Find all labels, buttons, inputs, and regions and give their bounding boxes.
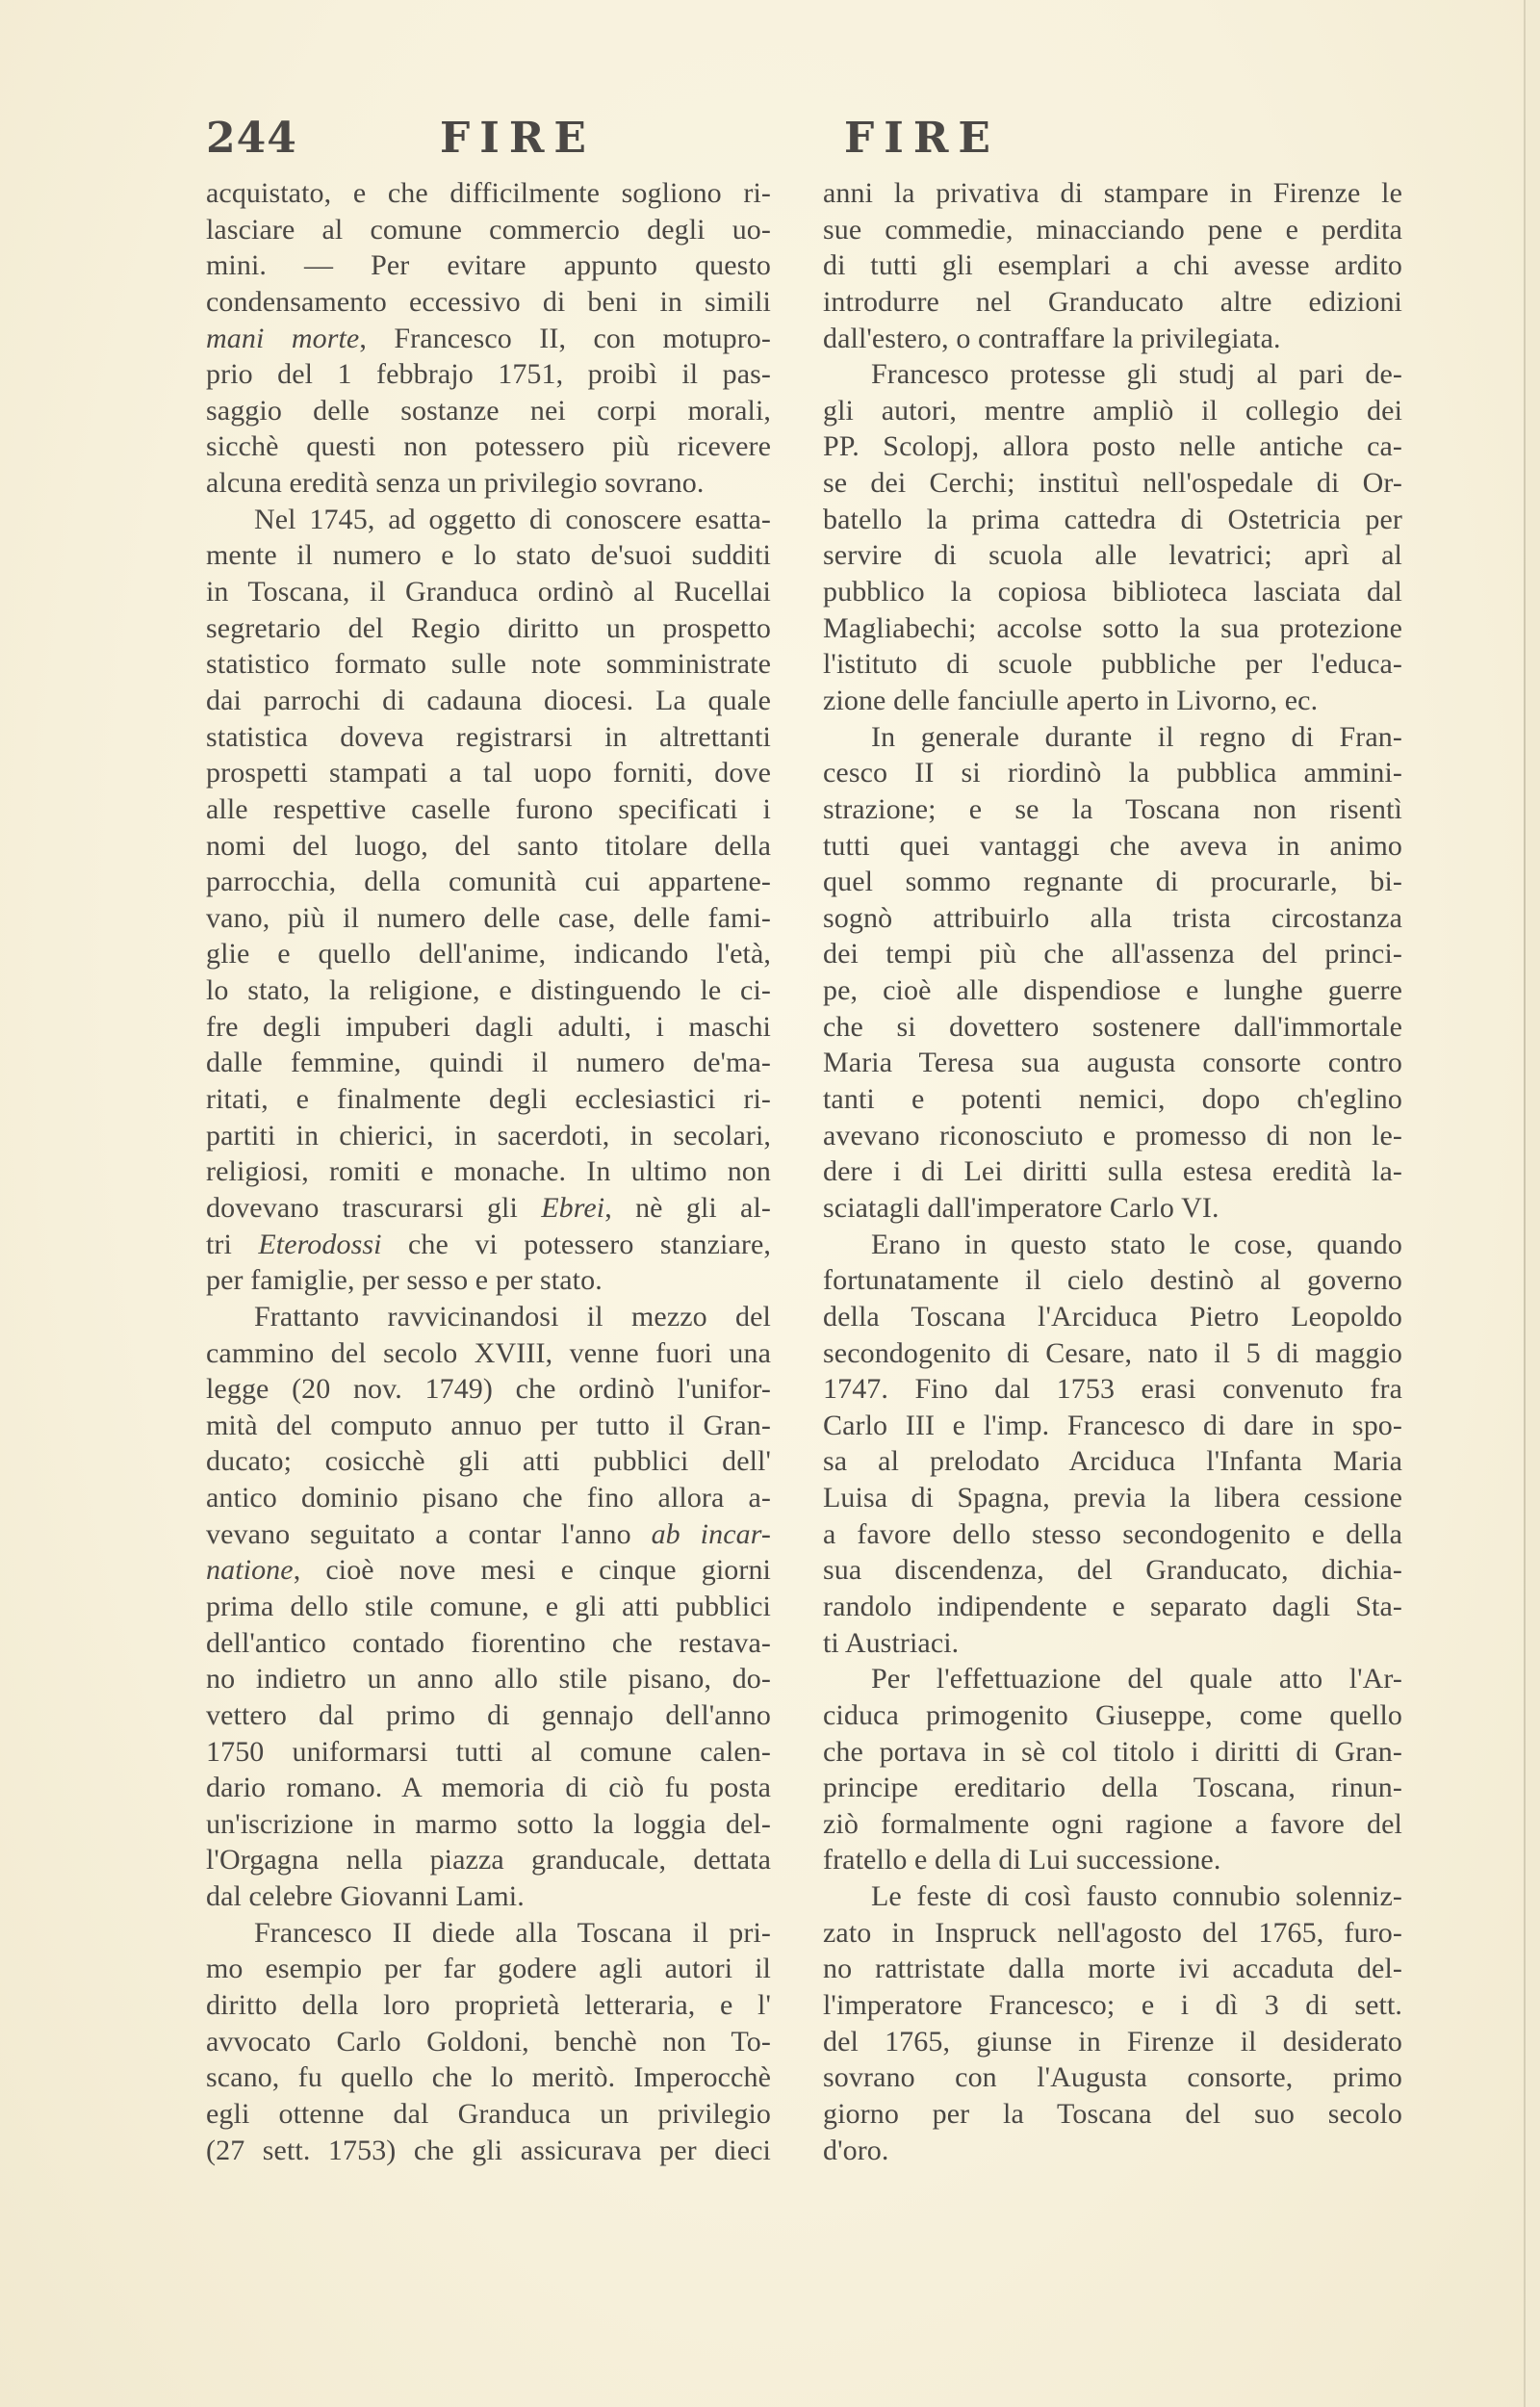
text-line: ritati, e finalmente degli ecclesiastici ri- bbox=[206, 1083, 771, 1116]
text-line: sue commedie, minacciando pene e perdita bbox=[823, 213, 1402, 246]
text-line: cammino del secolo XVIII, venne fuori una bbox=[206, 1336, 771, 1369]
text-line: Frattanto ravvicinandosi il mezzo del bbox=[254, 1300, 771, 1333]
text-line bbox=[206, 1552, 771, 1589]
text-line: di tutti gli esemplari a chi avesse ardito bbox=[823, 249, 1402, 282]
text-line: della Toscana l'Arciduca Pietro Leopoldo bbox=[823, 1300, 1402, 1333]
text-line: l'Orgagna nella piazza granducale, dettata bbox=[206, 1844, 771, 1876]
text-line: antico dominio pisano che fino allora a- bbox=[206, 1482, 771, 1514]
text-line: batello la prima cattedra di Ostetricia per bbox=[823, 503, 1402, 535]
text-line: sciatagli dall'imperatore Carlo VI. bbox=[823, 1191, 1219, 1224]
italic-text: Ebrei bbox=[541, 1191, 605, 1224]
text-line: dal celebre Giovanni Lami. bbox=[206, 1880, 525, 1913]
text-line: sovrano con l'Augusta consorte, primo bbox=[823, 2061, 1402, 2094]
text-line: sa al prelodato Arciduca l'Infanta Maria bbox=[823, 1445, 1402, 1478]
text-line: cesco II si riordinò la pubblica ammini- bbox=[823, 757, 1402, 789]
page-edge-shadow bbox=[1526, 0, 1540, 2407]
text-line: del 1765, giunse in Firenze il desiderato bbox=[823, 2025, 1402, 2058]
page-header bbox=[206, 114, 1404, 168]
text-line: nomi del luogo, del santo titolare della bbox=[206, 829, 771, 862]
page-number: 244 bbox=[206, 114, 297, 163]
text-line: dei tempi più che all'assenza del princi- bbox=[823, 938, 1402, 971]
text-line: Luisa di Spagna, previa la libera cessione bbox=[823, 1482, 1402, 1514]
text-line: tutti quei vantaggi che aveva in animo bbox=[823, 829, 1402, 862]
text-line: tanti e potenti nemici, dopo ch'eglino bbox=[823, 1083, 1402, 1116]
text-line: alcuna eredità senza un privilegio sovrano. bbox=[206, 467, 705, 500]
text-line: Per l'effettuazione del quale atto l'Ar- bbox=[871, 1663, 1402, 1695]
text-line: egli ottenne dal Granduca un privilegio bbox=[206, 2097, 771, 2130]
text-line: prio del 1 febbrajo 1751, proibì il pas- bbox=[206, 358, 771, 391]
text-line: introdurre nel Granducato altre edizioni bbox=[823, 285, 1402, 318]
text-line: lo stato, la religione, e distinguendo le ci- bbox=[206, 974, 771, 1007]
text-line: segretario del Regio diritto un prospetto bbox=[206, 611, 771, 644]
text-line: avevano riconosciuto e promesso di non le- bbox=[823, 1119, 1402, 1152]
text-line: prima dello stile comune, e gli atti pubblici bbox=[206, 1590, 771, 1622]
text-line: glie e quello dell'anime, indicando l'età, bbox=[206, 938, 771, 971]
text-line: saggio delle sostanze nei corpi morali, bbox=[206, 394, 771, 427]
page-edge-line bbox=[1524, 0, 1526, 2407]
text-line: pe, cioè alle dispendiose e lunghe guerre bbox=[823, 974, 1402, 1007]
text-line: Francesco II diede alla Toscana il pri- bbox=[254, 1916, 771, 1949]
text-line: dalle femmine, quindi il numero de'ma- bbox=[206, 1047, 771, 1079]
text-line: per famiglie, per sesso e per stato. bbox=[206, 1264, 603, 1297]
text-line: l'imperatore Francesco; e i dì 3 di sett. bbox=[823, 1989, 1402, 2022]
text-line: prospetti stampati a tal uopo forniti, dove bbox=[206, 757, 771, 789]
text-line: acquistato, e che difficilmente sogliono ri- bbox=[206, 177, 771, 209]
text-line: no rattristate dalla morte ivi accaduta del- bbox=[823, 1953, 1402, 1985]
text-line: quel sommo regnante di procurarle, bi- bbox=[823, 866, 1402, 898]
text-line: statistico formato sulle note somministrate bbox=[206, 648, 771, 681]
text-line: vano, più il numero delle case, delle fami- bbox=[206, 901, 771, 934]
text-line: In generale durante il regno di Fran- bbox=[871, 720, 1402, 753]
text-line: 1747. Fino dal 1753 erasi convenuto fra bbox=[823, 1373, 1402, 1406]
text-line: Francesco protesse gli studj al pari de- bbox=[871, 358, 1402, 391]
text-line: religiosi, romiti e monache. In ultimo non bbox=[206, 1155, 771, 1188]
text-line: servire di scuola alle levatrici; aprì al bbox=[823, 539, 1402, 572]
text-span: che vi potessero stanziare, bbox=[381, 1228, 772, 1260]
text-line: che portava in sè col titolo i diritti di Gran- bbox=[823, 1735, 1402, 1768]
text-line bbox=[206, 321, 771, 357]
italic-text: mani morte bbox=[206, 322, 360, 354]
text-line: condensamento eccessivo di beni in simili bbox=[206, 285, 771, 318]
text-line: fratello e della di Lui successione. bbox=[823, 1844, 1221, 1876]
italic-text: ab incar- bbox=[651, 1517, 771, 1550]
text-line: ducato; cosicchè gli atti pubblici dell' bbox=[206, 1445, 771, 1478]
text-line: lasciare al comune commercio degli uo- bbox=[206, 213, 771, 246]
text-line bbox=[206, 1516, 771, 1553]
text-line: legge (20 nov. 1749) che ordinò l'unifor- bbox=[206, 1373, 771, 1406]
text-line: Erano in questo stato le cose, quando bbox=[871, 1228, 1402, 1260]
text-line: alle respettive caselle furono specificati i bbox=[206, 792, 771, 825]
text-line: l'istituto di scuole pubbliche per l'educa- bbox=[823, 648, 1402, 681]
text-span: , Francesco II, con motupro- bbox=[359, 322, 771, 354]
text-line: 1750 uniformarsi tutti al comune calen- bbox=[206, 1735, 771, 1768]
text-line: dere i di Lei diritti sulla estesa eredità la- bbox=[823, 1155, 1402, 1188]
text-line: sicchè questi non potessero più ricevere bbox=[206, 430, 771, 463]
text-line: che si dovettero sostenere dall'immortale bbox=[823, 1010, 1402, 1043]
text-line: diritto della loro proprietà letteraria, e l' bbox=[206, 1989, 771, 2022]
text-line: zione delle fanciulle aperto in Livorno, ec. bbox=[823, 684, 1319, 716]
text-line: in Toscana, il Granduca ordinò al Rucellai bbox=[206, 576, 771, 608]
text-span: , cioè nove mesi e cinque giorni bbox=[293, 1554, 771, 1587]
text-line: anni la privativa di stampare in Firenze le bbox=[823, 177, 1402, 209]
text-line: dario romano. A memoria di ciò fu posta bbox=[206, 1772, 771, 1804]
text-line: dell'antico contado fiorentino che restava- bbox=[206, 1626, 771, 1659]
text-line: se dei Cerchi; instituì nell'ospedale di Or- bbox=[823, 467, 1402, 500]
text-line: secondogenito di Cesare, nato il 5 di maggio bbox=[823, 1336, 1402, 1369]
text-line: mini. — Per evitare appunto questo bbox=[206, 249, 771, 282]
text-line: Carlo III e l'imp. Francesco di dare in spo- bbox=[823, 1409, 1402, 1441]
italic-text: Eterodossi bbox=[258, 1228, 382, 1260]
text-line: gli autori, mentre ampliò il collegio dei bbox=[823, 394, 1402, 427]
text-line: avvocato Carlo Goldoni, benchè non To- bbox=[206, 2025, 771, 2058]
left-column bbox=[206, 175, 771, 2168]
text-line bbox=[206, 1227, 771, 1263]
text-line: dai parrochi di cadauna diocesi. La quale bbox=[206, 684, 771, 716]
text-line: ziò formalmente ogni ragione a favore del bbox=[823, 1807, 1402, 1840]
text-line: mità del computo annuo per tutto il Gran- bbox=[206, 1409, 771, 1441]
text-span: vevano seguitato a contar l'anno bbox=[206, 1517, 652, 1550]
text-line: fortunatamente il cielo destinò al governo bbox=[823, 1264, 1402, 1297]
text-line: vettero dal primo di gennajo dell'anno bbox=[206, 1698, 771, 1731]
text-line: mo esempio per far godere agli autori il bbox=[206, 1953, 771, 1985]
text-line: Maria Teresa sua augusta consorte contro bbox=[823, 1047, 1402, 1079]
text-line: zato in Inspruck nell'agosto del 1765, furo- bbox=[823, 1916, 1402, 1949]
text-line: PP. Scolopj, allora posto nelle antiche ca- bbox=[823, 430, 1402, 463]
text-line: dall'estero, o contraffare la privilegiata. bbox=[823, 322, 1281, 354]
text-line: mente il numero e lo stato de'suoi sudditi bbox=[206, 539, 771, 572]
text-span: , nè gli al- bbox=[604, 1191, 771, 1224]
text-line: (27 sett. 1753) che gli assicurava per dieci bbox=[206, 2134, 771, 2166]
text-line: fre degli impuberi dagli adulti, i maschi bbox=[206, 1010, 771, 1043]
right-column bbox=[823, 175, 1402, 2168]
text-line: Le feste di così fausto connubio solenniz- bbox=[871, 1880, 1402, 1913]
text-line: un'iscrizione in marmo sotto la loggia del- bbox=[206, 1807, 771, 1840]
text-line: Nel 1745, ad oggetto di conoscere esatta- bbox=[254, 503, 771, 535]
text-span: tri bbox=[206, 1228, 259, 1260]
text-line: ti Austriaci. bbox=[823, 1626, 960, 1659]
text-line: strazione; e se la Toscana non risentì bbox=[823, 792, 1402, 825]
text-line: sognò attribuirlo alla trista circostanza bbox=[823, 901, 1402, 934]
text-line: scano, fu quello che lo meritò. Imperocchè bbox=[206, 2061, 771, 2094]
text-line: a favore dello stesso secondogenito e della bbox=[823, 1517, 1402, 1550]
text-span: dovevano trascurarsi gli bbox=[206, 1191, 542, 1224]
text-line: ciduca primogenito Giuseppe, come quello bbox=[823, 1698, 1402, 1731]
running-head-right: FIRE bbox=[844, 114, 1000, 163]
text-line: randolo indipendente e separato dagli Sta- bbox=[823, 1590, 1402, 1622]
text-line: Magliabechi; accolse sotto la sua protezione bbox=[823, 611, 1402, 644]
text-line: principe ereditario della Toscana, rinun- bbox=[823, 1772, 1402, 1804]
italic-text: natione bbox=[206, 1554, 294, 1587]
text-line: no indietro un anno allo stile pisano, do- bbox=[206, 1663, 771, 1695]
text-line bbox=[206, 1190, 771, 1227]
text-line: giorno per la Toscana del suo secolo bbox=[823, 2097, 1402, 2130]
text-line: parrocchia, della comunità cui appartene- bbox=[206, 866, 771, 898]
text-line: pubblico la copiosa biblioteca lasciata dal bbox=[823, 576, 1402, 608]
text-line: partiti in chierici, in sacerdoti, in secolari, bbox=[206, 1119, 771, 1152]
running-head-left: FIRE bbox=[440, 114, 596, 163]
text-line: statistica doveva registrarsi in altrettanti bbox=[206, 720, 771, 753]
text-line: sua discendenza, del Granducato, dichia- bbox=[823, 1554, 1402, 1587]
text-line: d'oro. bbox=[823, 2134, 889, 2166]
